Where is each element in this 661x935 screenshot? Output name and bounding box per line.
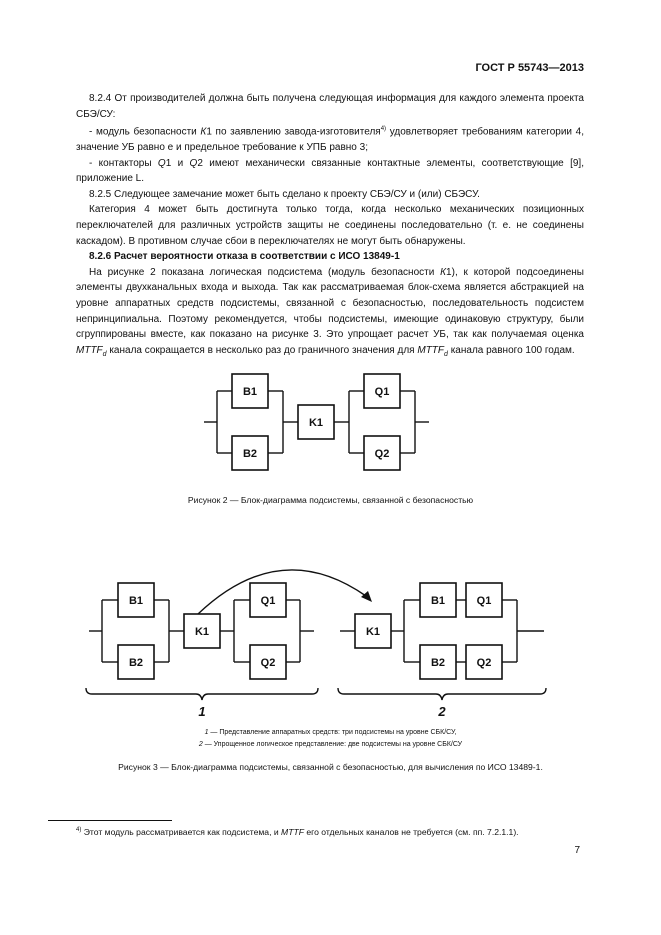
label-k1: K1 [194, 626, 210, 638]
figure-3-caption: Рисунок 3 — Блок-диаграмма подсистемы, связанной с безопасностью, для вычисления по ИСО 13489-1. [118, 762, 543, 772]
text-run: - модуль безопасности [89, 126, 201, 138]
label-q2: Q2 [476, 657, 492, 669]
heading-8-2-6: 8.2.6 Расчет вероятности отказа в соответствии с ИСО 13849-1 [89, 251, 400, 263]
label-k1: K1 [365, 626, 381, 638]
standard-number: ГОСТ Р 55743—2013 [475, 62, 584, 74]
label-b1: B1 [430, 595, 446, 607]
footnote-ref: 4) [380, 126, 387, 133]
arrow-head [361, 591, 372, 602]
variable: d [102, 350, 107, 358]
variable: MTTF [76, 344, 103, 356]
paragraph-8-2-5: 8.2.5 Следующее замечание может быть сделано к проекту СБЭ/СУ и (или) СБЭСУ. [89, 188, 480, 200]
legend-text: — Упрощенное логическое представление: две подсистемы на уровне СБК/СУ [202, 741, 463, 748]
text-run: - контакторы [89, 157, 158, 169]
variable: Q [157, 157, 166, 169]
footnote-text: Этот модуль рассматривается как подсистема, и [81, 827, 282, 837]
footnote-separator [48, 820, 172, 821]
text-run: 1), к которой подсоединены элементы двухканальных входа и выхода. Так как рассматриваемая блок-схема является абстракцией на уровне аппаратных средств подсистемы, связанной с безопасностью, последовательность подсистем непринципиальна. Поэтому рекомендуется, чтобы подсистемы, имеющие одинаковую структуру, были сгруппированы вместе, как показано на рисунке 3. Это упрощает расчет УБ, так как получаемая оценка [76, 266, 584, 341]
variable: К [200, 126, 207, 138]
text-run: канала сокращается в несколько раз до граничного значения для [106, 344, 418, 356]
label-k1: K1 [308, 417, 324, 429]
label-b1: B1 [242, 386, 258, 398]
variable: MTTF [417, 344, 445, 356]
text-run: канала равного 100 годам. [447, 344, 575, 356]
figure-3-legend [0, 727, 661, 751]
label-b2: B2 [430, 657, 446, 669]
figure-2-caption: Рисунок 2 — Блок-диаграмма подсистемы, связанной с безопасностью [187, 495, 474, 505]
label-b2: B2 [128, 657, 144, 669]
legend-line-2 [0, 739, 661, 751]
list-item-module [76, 122, 584, 156]
page-number: 7 [574, 845, 580, 856]
label-q2: Q2 [374, 448, 390, 460]
variable: К [440, 266, 447, 278]
text-run: 2 имеют механически связанные контактные элементы, соответствующие [9], приложение L. [76, 157, 584, 185]
variable: MTTF [281, 827, 304, 837]
text-run: На рисунке 2 показана логическая подсистема (модуль безопасности [89, 266, 441, 278]
legend-text: — Представление аппаратных средств: три подсистемы на уровне СБК/СУ, [208, 729, 457, 736]
paragraph-8-2-4: 8.2.4 От производителей должна быть получена следующая информация для каждого элемента проекта СБЭ/СУ: [76, 93, 584, 120]
text-run: удовлетворяет требованиям категории 4, значение УБ равно е и предельное требование к УПБ равно 3; [76, 126, 584, 154]
group-label-2: 2 [438, 704, 446, 719]
label-b1: B1 [128, 595, 144, 607]
footnote-mark: 4) [76, 827, 82, 834]
figure-2-diagram [0, 360, 661, 480]
brace-1 [86, 688, 318, 700]
variable: Q [189, 157, 198, 169]
figure-3-diagram [0, 548, 661, 723]
text-run: 1 по заявлению завода-изготовителя [206, 126, 381, 138]
label-q1: Q1 [476, 595, 492, 607]
footnote-text: его отдельных каналов не требуется (см. пп. 7.2.1.1). [303, 827, 519, 837]
body-text [76, 91, 584, 362]
variable: d [444, 350, 448, 358]
label-q1: Q1 [374, 386, 390, 398]
paragraph-category-4: Категория 4 может быть достигнута только тогда, когда несколько механических позиционных переключателей для различных устройств защиты не соединены последовательно (т. е. не соединены каскадом). В противном случае сбои в переключателях не могут быть обнаружены. [76, 204, 584, 247]
text-run: 1 и [165, 157, 190, 169]
group-label-1: 1 [198, 704, 206, 719]
label-q2: Q2 [260, 657, 276, 669]
legend-number: 2 [198, 741, 203, 748]
legend-number: 1 [204, 729, 209, 736]
legend-line-1 [0, 727, 661, 739]
paragraph-figure-2-description [76, 265, 584, 363]
label-q1: Q1 [260, 595, 276, 607]
label-b2: B2 [242, 448, 258, 460]
footnote [76, 827, 519, 837]
list-item-contactors [76, 156, 584, 187]
brace-2 [338, 688, 546, 700]
